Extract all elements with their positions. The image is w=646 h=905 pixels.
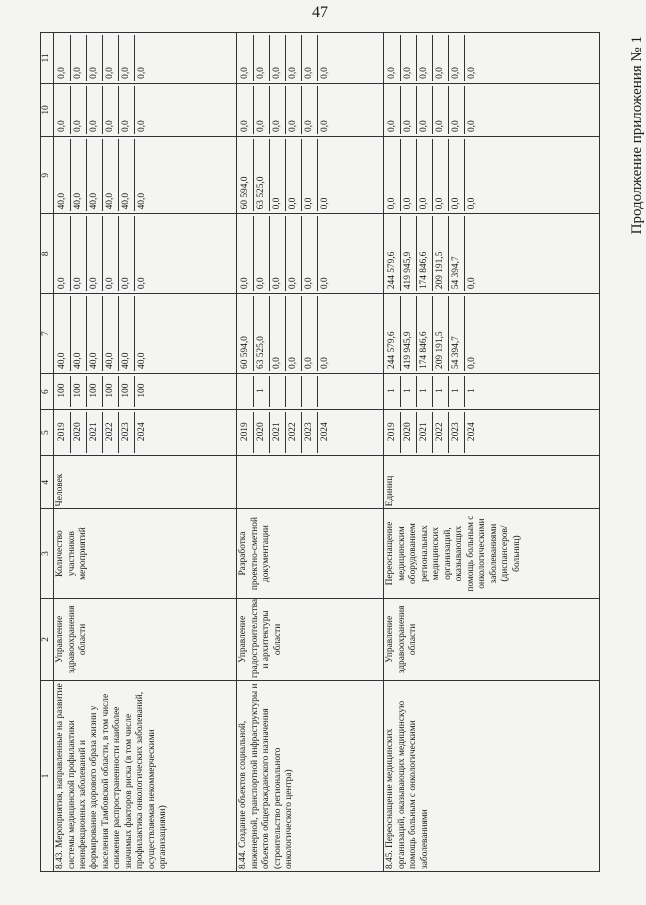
other-funding-cell: 0,0 — [320, 67, 331, 79]
federal-funding-cell: 0,0 — [238, 216, 254, 291]
local-funding-column — [54, 83, 237, 136]
other-funding-cell: 0,0 — [433, 35, 449, 81]
local-funding-cell: 0,0 — [103, 86, 119, 134]
total-funding-cell: 0,0 — [302, 296, 318, 371]
table-row — [54, 33, 237, 872]
col-header-1: 1 — [41, 681, 54, 872]
local-funding-cell: 0,0 — [71, 86, 87, 134]
year-cell: 2024 — [137, 422, 148, 442]
table-row — [384, 33, 600, 872]
col-header-7: 7 — [41, 294, 54, 374]
col-header-11: 11 — [41, 33, 54, 84]
federal-funding-cell: 174 846,6 — [417, 216, 433, 291]
total-funding-cell: 40,0 — [71, 296, 87, 371]
total-funding-cell: 60 594,0 — [238, 296, 254, 371]
regional-funding-cell: 0,0 — [467, 197, 478, 210]
header-row — [41, 33, 54, 872]
indicator-value-cell: 1 — [467, 388, 478, 393]
regional-funding-cell: 40,0 — [87, 139, 103, 211]
regional-funding-column — [237, 137, 384, 214]
other-funding-cell: 0,0 — [137, 67, 148, 79]
year-cell: 2021 — [417, 412, 433, 453]
indicator-value-cell: 1 — [254, 376, 270, 407]
year-cell: 2022 — [433, 412, 449, 453]
local-funding-cell: 0,0 — [254, 86, 270, 134]
total-funding-cell: 0,0 — [286, 296, 302, 371]
col-header-2: 2 — [41, 598, 54, 680]
year-cell: 2023 — [302, 412, 318, 453]
indicator-value-cell: 1 — [449, 376, 465, 407]
other-funding-cell: 0,0 — [270, 35, 286, 81]
col-header-9: 9 — [41, 137, 54, 214]
indicator-value-cell: 1 — [401, 376, 417, 407]
indicator-value-cell — [318, 376, 333, 407]
year-column — [54, 410, 237, 456]
total-funding-cell: 40,0 — [137, 352, 148, 369]
year-cell: 2024 — [467, 422, 478, 442]
federal-funding-cell: 0,0 — [302, 216, 318, 291]
other-funding-cell: 0,0 — [55, 35, 71, 81]
federal-funding-cell: 0,0 — [119, 216, 135, 291]
regional-funding-cell: 0,0 — [449, 139, 465, 211]
federal-funding-cell: 419 945,9 — [401, 216, 417, 291]
federal-funding-column — [54, 214, 237, 294]
local-funding-cell: 0,0 — [417, 86, 433, 134]
local-funding-cell: 0,0 — [270, 86, 286, 134]
total-funding-cell: 63 525,0 — [254, 296, 270, 371]
unit-cell — [237, 456, 384, 509]
indicator-value-cell: 100 — [87, 376, 103, 407]
local-funding-cell: 0,0 — [87, 86, 103, 134]
other-funding-cell: 0,0 — [449, 35, 465, 81]
federal-funding-cell: 0,0 — [286, 216, 302, 291]
measure-name-cell: 8.44. Создание объектов социальной, инженерной, транспортной инфраструктуры и объектов общегражданского назначения (строительство регионального онкологического центра) — [237, 681, 384, 872]
local-funding-cell: 0,0 — [238, 86, 254, 134]
local-funding-cell: 0,0 — [449, 86, 465, 134]
program-table — [40, 32, 600, 872]
measure-name-cell: 8.45. Переоснащение медицинских организаций, оказывающих медицинскую помощь больным с онкологическими заболеваниями — [384, 681, 600, 872]
indicator-value-cell: 100 — [119, 376, 135, 407]
federal-funding-column — [384, 214, 600, 294]
regional-funding-cell: 0,0 — [270, 139, 286, 211]
total-funding-cell: 40,0 — [55, 296, 71, 371]
local-funding-cell: 0,0 — [119, 86, 135, 134]
federal-funding-cell: 0,0 — [254, 216, 270, 291]
local-funding-cell: 0,0 — [137, 120, 148, 133]
regional-funding-cell: 0,0 — [302, 139, 318, 211]
other-funding-cell: 0,0 — [87, 35, 103, 81]
year-cell: 2020 — [254, 412, 270, 453]
appendix-title: Продолжение приложения № 1 — [629, 36, 645, 235]
total-funding-cell: 40,0 — [103, 296, 119, 371]
year-cell: 2023 — [119, 412, 135, 453]
total-funding-cell: 209 191,5 — [433, 296, 449, 371]
local-funding-cell: 0,0 — [433, 86, 449, 134]
regional-funding-cell: 0,0 — [401, 139, 417, 211]
regional-funding-column — [54, 137, 237, 214]
other-funding-cell: 0,0 — [119, 35, 135, 81]
year-cell: 2020 — [401, 412, 417, 453]
year-cell: 2022 — [286, 412, 302, 453]
local-funding-cell: 0,0 — [401, 86, 417, 134]
indicator-name-cell: Разработка проектно-сметной документации — [237, 509, 384, 598]
responsible-body-cell: Управление градостроительства и архитектуры области — [237, 598, 384, 680]
other-funding-cell: 0,0 — [286, 35, 302, 81]
year-cell: 2019 — [385, 412, 401, 453]
year-cell: 2021 — [87, 412, 103, 453]
col-header-5: 5 — [41, 410, 54, 456]
year-cell: 2022 — [103, 412, 119, 453]
total-funding-cell: 419 945,9 — [401, 296, 417, 371]
federal-funding-cell: 0,0 — [137, 277, 148, 290]
regional-funding-cell: 60 594,0 — [238, 139, 254, 211]
other-funding-cell: 0,0 — [385, 35, 401, 81]
other-funding-cell: 0,0 — [238, 35, 254, 81]
col-header-8: 8 — [41, 214, 54, 294]
rotated-sheet — [40, 32, 645, 872]
indicator-value-cell — [238, 376, 254, 407]
local-funding-cell: 0,0 — [467, 120, 478, 133]
indicator-value-cell: 100 — [103, 376, 119, 407]
total-funding-cell: 174 846,6 — [417, 296, 433, 371]
page-number: 47 — [312, 4, 328, 21]
other-funding-cell: 0,0 — [254, 35, 270, 81]
indicator-value-column — [54, 373, 237, 409]
year-cell: 2019 — [238, 412, 254, 453]
regional-funding-cell: 0,0 — [433, 139, 449, 211]
federal-funding-cell: 209 191,5 — [433, 216, 449, 291]
total-funding-column — [237, 294, 384, 374]
local-funding-cell: 0,0 — [55, 86, 71, 134]
regional-funding-cell: 40,0 — [71, 139, 87, 211]
year-column — [237, 410, 384, 456]
total-funding-column — [54, 294, 237, 374]
indicator-value-column — [237, 373, 384, 409]
other-funding-column — [54, 33, 237, 84]
total-funding-cell: 0,0 — [320, 357, 331, 369]
federal-funding-cell: 0,0 — [55, 216, 71, 291]
other-funding-column — [237, 33, 384, 84]
indicator-value-cell: 1 — [433, 376, 449, 407]
federal-funding-cell: 0,0 — [320, 277, 331, 290]
indicator-value-cell: 1 — [417, 376, 433, 407]
indicator-value-cell: 1 — [385, 376, 401, 407]
year-cell: 2024 — [320, 422, 331, 442]
regional-funding-cell: 0,0 — [286, 139, 302, 211]
regional-funding-cell: 40,0 — [137, 192, 148, 210]
local-funding-cell: 0,0 — [385, 86, 401, 134]
local-funding-cell: 0,0 — [320, 120, 331, 133]
indicator-value-cell: 100 — [137, 383, 148, 398]
other-funding-cell: 0,0 — [467, 67, 478, 79]
other-funding-column — [384, 33, 600, 84]
total-funding-cell: 0,0 — [467, 357, 478, 369]
year-cell: 2020 — [71, 412, 87, 453]
regional-funding-cell: 40,0 — [103, 139, 119, 211]
regional-funding-column — [384, 137, 600, 214]
regional-funding-cell: 0,0 — [417, 139, 433, 211]
col-header-4: 4 — [41, 456, 54, 509]
other-funding-cell: 0,0 — [401, 35, 417, 81]
other-funding-cell: 0,0 — [103, 35, 119, 81]
regional-funding-cell: 63 525,0 — [254, 139, 270, 211]
federal-funding-cell: 0,0 — [87, 216, 103, 291]
table-row — [237, 33, 384, 872]
local-funding-column — [384, 83, 600, 136]
total-funding-cell: 244 579,6 — [385, 296, 401, 371]
indicator-value-cell — [270, 376, 286, 407]
regional-funding-cell: 40,0 — [55, 139, 71, 211]
federal-funding-cell: 54 394,7 — [449, 216, 465, 291]
col-header-6: 6 — [41, 373, 54, 409]
regional-funding-cell: 0,0 — [385, 139, 401, 211]
federal-funding-cell: 0,0 — [71, 216, 87, 291]
total-funding-cell: 40,0 — [87, 296, 103, 371]
local-funding-column — [237, 83, 384, 136]
measure-name-cell: 8.43. Мероприятия, направленные на развитие системы медицинской профилактики неинфекционных заболеваний и формирование здорового образа жизни у населения Тамбовской области, в том числе снижение распространенности наиболее значимых факторов риска (в том числе профилактика онкологических заболеваний, осуществляемая некоммерческими организациями) — [54, 681, 237, 872]
total-funding-cell: 0,0 — [270, 296, 286, 371]
responsible-body-cell: Управление здравоохранения области — [384, 598, 600, 680]
total-funding-cell: 40,0 — [119, 296, 135, 371]
total-funding-column — [384, 294, 600, 374]
year-cell: 2019 — [55, 412, 71, 453]
indicator-name-cell: Переоснащение медицинским оборудованием региональных медицинских организаций, оказывающих помощь больным с онкологическими заболеваниями (диспансеров/больниц) — [384, 509, 600, 598]
other-funding-cell: 0,0 — [417, 35, 433, 81]
year-cell: 2021 — [270, 412, 286, 453]
other-funding-cell: 0,0 — [71, 35, 87, 81]
regional-funding-cell: 40,0 — [119, 139, 135, 211]
other-funding-cell: 0,0 — [302, 35, 318, 81]
year-cell: 2023 — [449, 412, 465, 453]
unit-cell: Единиц — [384, 456, 600, 509]
col-header-10: 10 — [41, 83, 54, 136]
regional-funding-cell: 0,0 — [320, 197, 331, 210]
total-funding-cell: 54 394,7 — [449, 296, 465, 371]
year-column — [384, 410, 600, 456]
federal-funding-cell: 0,0 — [103, 216, 119, 291]
indicator-name-cell: Количество участников мероприятий — [54, 509, 237, 598]
col-header-3: 3 — [41, 509, 54, 598]
indicator-value-cell: 100 — [55, 376, 71, 407]
indicator-value-column — [384, 373, 600, 409]
indicator-value-cell: 100 — [71, 376, 87, 407]
indicator-value-cell — [302, 376, 318, 407]
unit-cell: Человек — [54, 456, 237, 509]
federal-funding-cell: 0,0 — [270, 216, 286, 291]
local-funding-cell: 0,0 — [286, 86, 302, 134]
federal-funding-cell: 0,0 — [467, 277, 478, 290]
local-funding-cell: 0,0 — [302, 86, 318, 134]
federal-funding-column — [237, 214, 384, 294]
indicator-value-cell — [286, 376, 302, 407]
federal-funding-cell: 244 579,6 — [385, 216, 401, 291]
responsible-body-cell: Управление здравоохранения области — [54, 598, 237, 680]
